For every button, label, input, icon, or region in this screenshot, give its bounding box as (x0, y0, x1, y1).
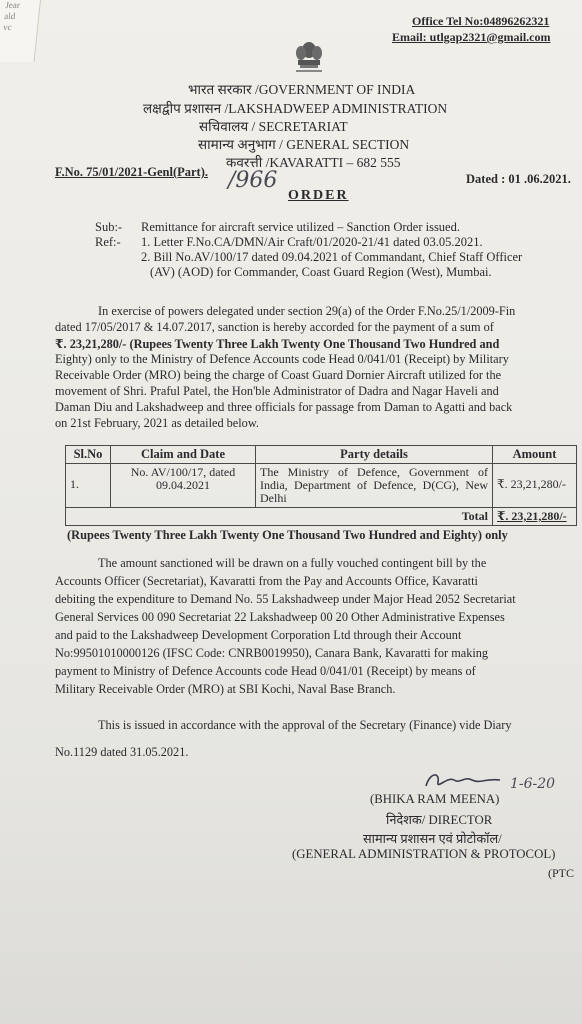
header-claim: Claim and Date (111, 446, 256, 464)
para2-line: General Services 00 090 Secretariat 22 Lakshadweep 00 20 Other Administrative Expenses (55, 610, 505, 624)
para2-line: Accounts Officer (Secretariat), Kavaratti from the Pay and Accounts Office, Kavaratti (55, 574, 478, 588)
para3-line: This is issued in accordance with the approval of the Secretary (Finance) vide Diary (98, 718, 512, 732)
signatory-title-english: (GENERAL ADMINISTRATION & PROTOCOL) (292, 847, 556, 861)
subject-label: Sub:- (95, 220, 123, 234)
reference-label: Ref:- (95, 235, 121, 249)
order-date: Dated : 01 .06.2021. (466, 172, 571, 186)
table-header-row (66, 446, 577, 464)
reference-line-1: 1. Letter F.No.CA/DMN/Air Craft/01/2020-21/41 dated 03.05.2021. (141, 235, 483, 249)
corner-text: ald (3, 11, 16, 21)
reference-line-3: (AV) (AOD) for Commander, Coast Guard Region (West), Mumbai. (150, 265, 492, 279)
claims-table (65, 445, 577, 526)
header-slno: Sl.No (66, 446, 111, 464)
para1-line: movement of Shri. Praful Patel, the Hon'ble Administrator of Dadra and Nagar Haveli and (55, 384, 499, 398)
total-label: Total (66, 508, 493, 526)
signatory-name: (BHIKA RAM MEENA) (370, 792, 500, 806)
office-tel: Office Tel No:04896262321 (412, 14, 550, 28)
header-line-administration: लक्षद्वीप प्रशासन /LAKSHADWEEP ADMINISTRATION (143, 101, 448, 116)
para1-line: In exercise of powers delegated under section 29(a) of the Order F.No.25/1/2009-Fin (98, 304, 516, 318)
header-amount: Amount (493, 446, 577, 464)
para2-line: Military Receivable Order (MRO) at SBI Kochi, Naval Base Branch. (55, 682, 396, 696)
header-line-government: भारत सरकार /GOVERNMENT OF INDIA (188, 82, 416, 97)
para1-line: on 21st February, 2021 as detailed below. (55, 416, 259, 430)
para2-line: payment to Ministry of Defence Accounts code Head 0/041/01 (Receipt) by means of (55, 664, 476, 678)
para1-line-amount: ₹. 23,21,280/- (Rupees Twenty Three Lakh Twenty One Thousand Two Hundred and (55, 337, 500, 351)
para2-line: and paid to the Lakshadweep Development Corporation Ltd through their Account (55, 628, 462, 642)
cell-claim: No. AV/100/17, dated 09.04.2021 (111, 464, 256, 508)
subject-text: Remittance for aircraft service utilized – Sanction Order issued. (141, 220, 460, 234)
handwritten-sign-date: 1-6-20 (510, 776, 556, 792)
para1-line: Eighty) only to the Ministry of Defence Accounts code Head 0/041/01 (Receipt) by Military (55, 352, 509, 366)
para2-line: debiting the expenditure to Demand No. 55 Lakshadweep under Major Head 2052 Secretariat (55, 592, 516, 606)
para2-line: The amount sanctioned will be drawn on a fully vouched contingent bill by the (98, 556, 487, 570)
table-total-row (66, 508, 577, 526)
copy-to-label: (PTC (548, 866, 575, 880)
para2-line: No:99501010000126 (IFSC Code: CNRB0019950), Canara Bank, Kavaratti for making (55, 646, 489, 660)
header-line-kavaratti: कवरत्ती /KAVARATTI – 682 555 (226, 155, 401, 170)
cell-amount: ₹. 23,21,280/- (493, 464, 577, 508)
header-line-secretariat: सचिवालय / SECRETARIAT (199, 119, 348, 134)
signatory-title-director: निदेशक/ DIRECTOR (386, 813, 493, 827)
table-row (66, 464, 577, 508)
amount-in-words: (Rupees Twenty Three Lakh Twenty One Thousand Two Hundred and Eighty) only (67, 528, 508, 542)
para3-line: No.1129 dated 31.05.2021. (55, 745, 189, 759)
corner-text: vc (2, 22, 13, 32)
header-party: Party details (256, 446, 493, 464)
para1-line: dated 17/05/2017 & 14.07.2017, sanction is hereby accorded for the payment of a sum of (55, 320, 494, 334)
order-title: ORDER (288, 188, 349, 203)
signature-scribble (420, 768, 510, 794)
corner-text: Jear (4, 0, 21, 10)
file-number: F.No. 75/01/2021-Genl(Part). (55, 165, 208, 179)
cell-party: The Ministry of Defence, Government of India, Department of Defence, D(CG), New Delhi (256, 464, 493, 508)
national-emblem-icon (292, 40, 326, 78)
underlying-page-corner (0, 0, 41, 62)
reference-line-2: 2. Bill No.AV/100/17 dated 09.04.2021 of Commandant, Chief Staff Officer (141, 250, 523, 264)
office-email: Email: utlgap2321@gmail.com (392, 30, 551, 44)
handwritten-order-number: /966 (228, 168, 278, 193)
header-line-section: सामान्य अनुभाग / GENERAL SECTION (198, 137, 410, 152)
cell-slno: 1. (66, 464, 111, 508)
para1-line: Receivable Order (MRO) being the charge of Coast Guard Dornier Aircraft utilized for the (55, 368, 502, 382)
signatory-title-hindi: सामान्य प्रशासन एवं प्रोटोकॉल/ (363, 832, 502, 846)
total-amount: ₹. 23,21,280/- (493, 508, 577, 526)
para1-line: Daman Diu and Lakshadweep and three officials for passage from Daman to Agatti and back (55, 400, 513, 414)
